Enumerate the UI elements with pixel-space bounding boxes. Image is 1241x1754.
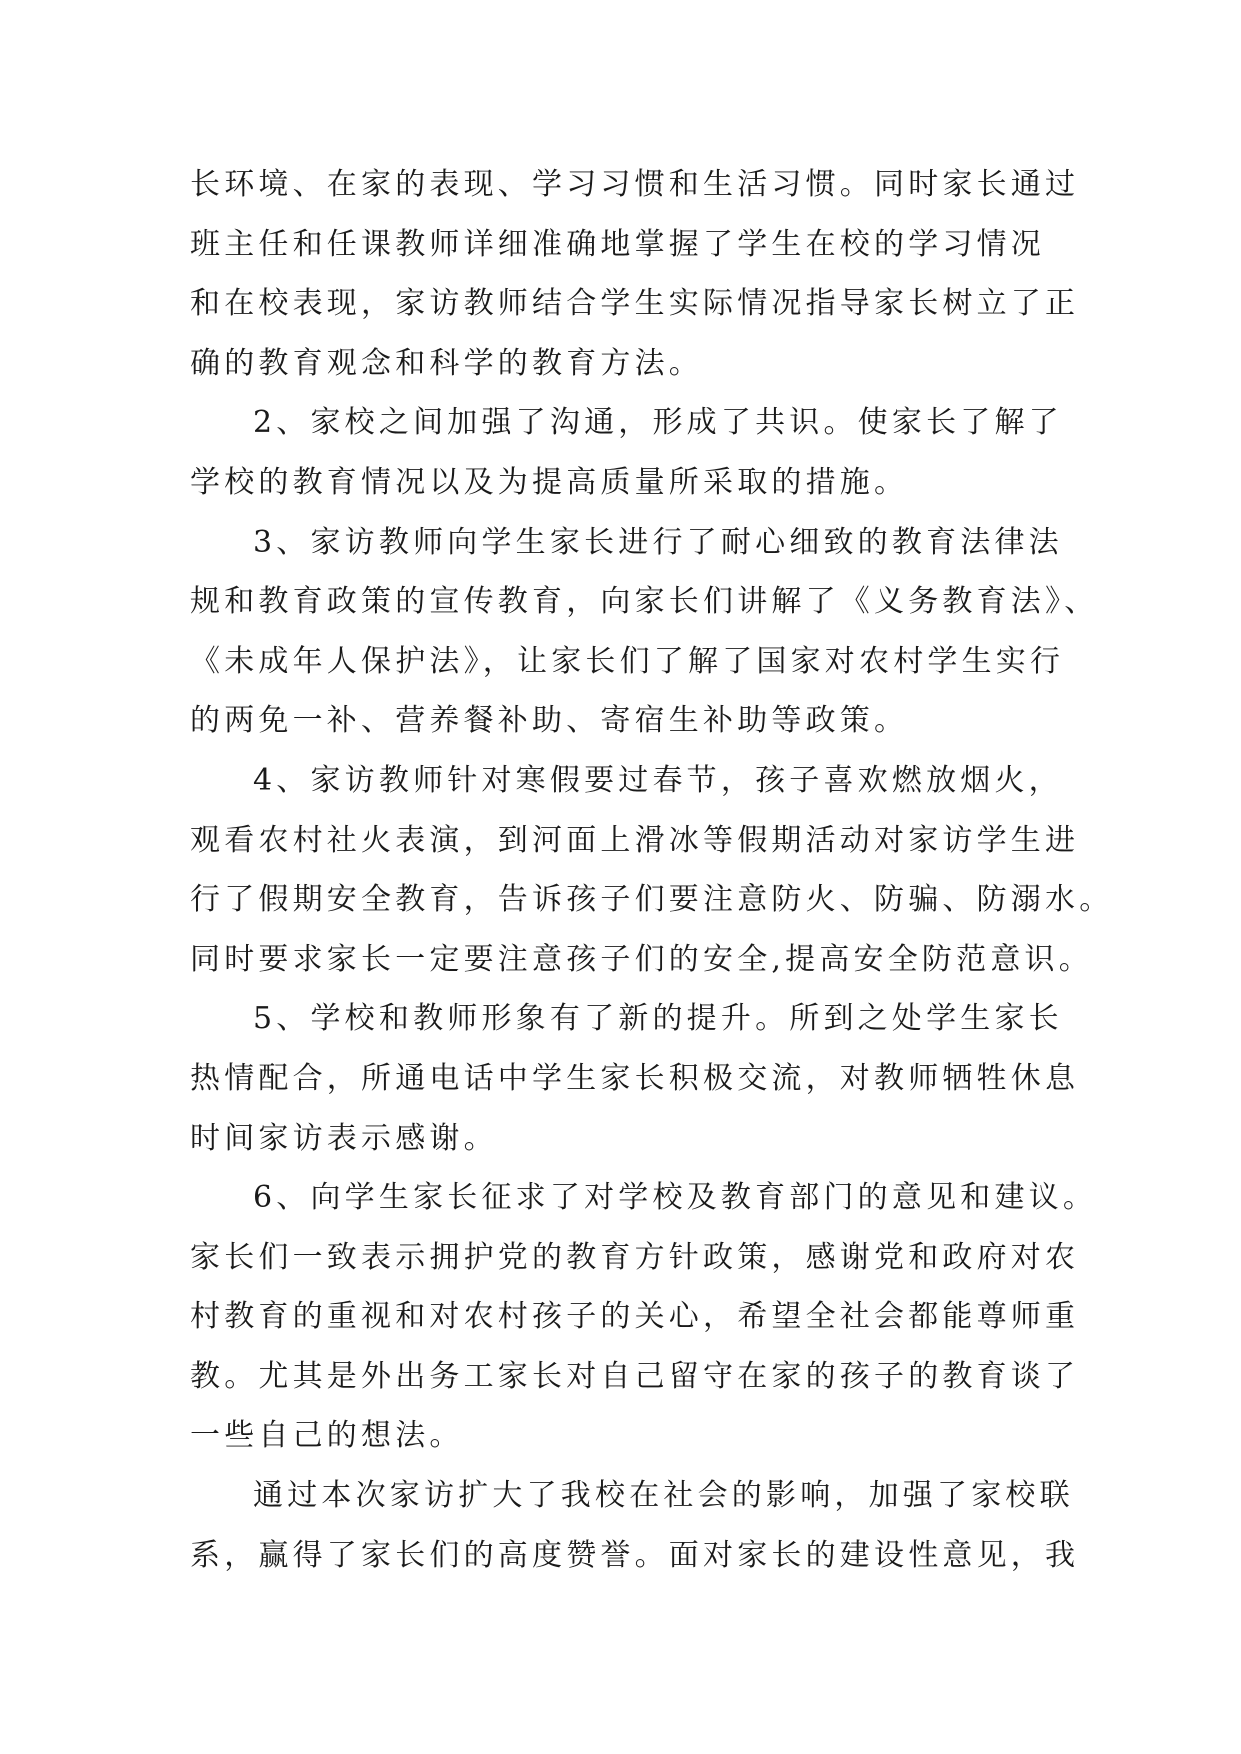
paragraph-first-line: 4、家访教师针对寒假要过春节，孩子喜欢燃放烟火， [253,762,1063,798]
paragraph-first-line: 6、向学生家长征求了对学校及教育部门的意见和建议。 [253,1180,1098,1216]
text-line: 观看农村社火表演，到河面上滑冰等假期活动对家访学生进 [190,822,1080,858]
text-line: 教。尤其是外出务工家长对自己留守在家的孩子的教育谈了 [190,1358,1080,1394]
text-line: 行了假期安全教育，告诉孩子们要注意防火、防骗、防溺水。 [190,882,1114,918]
text-line: 长环境、在家的表现、学习习惯和生活习惯。同时家长通过 [190,167,1080,202]
paragraph-first-line: 5、学校和教师形象有了新的提升。所到之处学生家长 [253,1001,1063,1037]
text-line: 和在校表现，家访教师结合学生实际情况指导家长树立了正 [190,286,1080,322]
text-line: 村教育的重视和对农村孩子的关心，希望全社会都能尊师重 [190,1299,1080,1335]
text-line: 家长们一致表示拥护党的教育方针政策，感谢党和政府对农 [190,1239,1080,1275]
text-line: 确的教育观念和科学的教育方法。 [190,345,703,381]
text-line: 的两免一补、营养餐补助、寄宿生补助等政策。 [190,703,909,739]
paragraph-first-line: 3、家访教师向学生家长进行了耐心细致的教育法律法 [253,524,1063,560]
text-line: 规和教育政策的宣传教育，向家长们讲解了《义务教育法》、 [190,584,1099,620]
text-line: 系，赢得了家长们的高度赞誉。面对家长的建设性意见，我 [190,1537,1080,1573]
text-line: 热情配合，所通电话中学生家长积极交流，对教师牺牲休息 [190,1060,1080,1096]
document-body [190,155,1114,1585]
text-line: 《未成年人保护法》，让家长们了解了国家对农村学生实行 [190,643,1065,679]
paragraph-first-line: 通过本次家访扩大了我校在社会的影响，加强了家校联 [253,1478,1074,1514]
text-line: 同时要求家长一定要注意孩子们的安全,提高安全防范意识。 [190,941,1093,977]
paragraph-first-line: 2、家校之间加强了沟通，形成了共识。使家长了解了 [253,405,1063,441]
text-line: 班主任和任课教师详细准确地掌握了学生在校的学习情况 [190,226,1045,262]
text-line: 学校的教育情况以及为提高质量所采取的措施。 [190,464,909,500]
text-line: 时间家访表示感谢。 [190,1120,498,1156]
text-line: 一些自己的想法。 [190,1418,464,1454]
